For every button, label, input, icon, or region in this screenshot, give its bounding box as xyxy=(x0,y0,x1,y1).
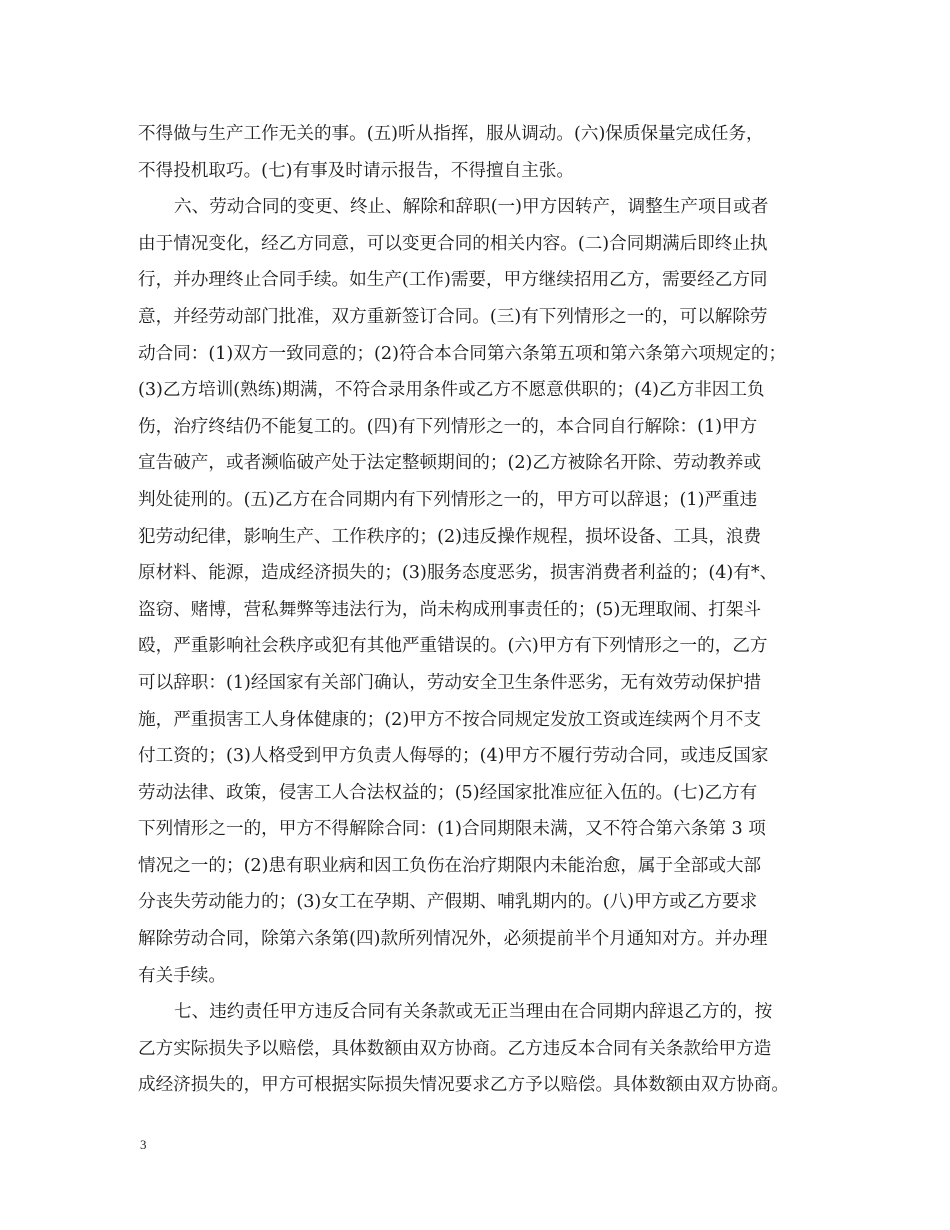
text-line: 原材料、能源，造成经济损失的；(3)服务态度恶劣，损害消费者利益的；(4)有*、 xyxy=(138,563,778,584)
text-line: 犯劳动纪律，影响生产、工作秩序的；(2)违反操作规程，损坏设备、工具，浪费 xyxy=(138,526,762,547)
text-line: 不得投机取巧。(七)有事及时请示报告，不得擅自主张。 xyxy=(138,160,574,181)
text-line: 情况之一的；(2)患有职业病和因工负伤在治疗期限内未能治愈，属于全部或大部 xyxy=(138,855,762,876)
text-line: 有关手续。 xyxy=(138,965,226,986)
text-line: 乙方实际损失予以赔偿，具体数额由双方协商。乙方违反本合同有关条款给甲方造 xyxy=(138,1038,772,1059)
text-line: 劳动法律、政策，侵害工人合法权益的；(5)经国家批准应征入伍的。(七)乙方有 xyxy=(138,782,758,803)
text-line: 施，严重损害工人身体健康的；(2)甲方不按合同规定发放工资或连续两个月不支 xyxy=(138,709,762,730)
text-line: 可以辞职：(1)经国家有关部门确认，劳动安全卫生条件恶劣，无有效劳动保护措 xyxy=(138,672,762,693)
page-number: 3 xyxy=(140,1137,147,1152)
text-line: 不得做与生产工作无关的事。(五)听从指挥，服从调动。(六)保质保量完成任务， xyxy=(138,124,764,144)
text-line: 动合同：(1)双方一致同意的；(2)符合本合同第六条第五项和第六条第六项规定的； xyxy=(138,343,787,364)
text-line: 成经济损失的，甲方可根据实际损失情况要求乙方予以赔偿。具体数额由双方协商。 xyxy=(138,1075,789,1096)
text-line: 意，并经劳动部门批准，双方重新签订合同。(三)有下列情形之一的，可以解除劳 xyxy=(138,306,768,327)
text-line: 由于情况变化，经乙方同意，可以变更合同的相关内容。(二)合同期满后即终止执 xyxy=(138,233,768,254)
text-line: 解除劳动合同，除第六条第(四)款所列情况外，必须提前半个月通知对方。并办理 xyxy=(138,929,768,950)
section-seven-heading-line: 七、违约责任甲方违反合同有关条款或无正当理由在合同期内辞退乙方的，按 xyxy=(174,1002,773,1023)
text-line: 伤，治疗终结仍不能复工的。(四)有下列情形之一的，本合同自行解除：(1)甲方 xyxy=(138,416,758,437)
document-body xyxy=(138,116,828,1104)
section-six-heading-line: 六、劳动合同的变更、终止、解除和辞职(一)甲方因转产，调整生产项目或者 xyxy=(174,197,769,218)
text-line: 盗窃、赌博，营私舞弊等违法行为，尚未构成刑事责任的；(5)无理取闹、打架斗 xyxy=(138,599,762,620)
text-line: 判处徒刑的。(五)乙方在合同期内有下列情形之一的，甲方可以辞退；(1)严重违 xyxy=(138,489,758,510)
text-line: 宣告破产，或者濒临破产处于法定整顿期间的；(2)乙方被除名开除、劳动教养或 xyxy=(138,453,762,474)
text-line: 下列情形之一的，甲方不得解除合同：(1)合同期限未满，又不符合第六条第 3 项 xyxy=(138,819,766,840)
text-line: 付工资的；(3)人格受到甲方负责人侮辱的；(4)甲方不履行劳动合同，或违反国家 xyxy=(138,746,769,767)
text-line: 分丧失劳动能力的；(3)女工在孕期、产假期、哺乳期内的。(八)甲方或乙方要求 xyxy=(138,892,758,913)
text-line: (3)乙方培训(熟练)期满，不符合录用条件或乙方不愿意供职的；(4)乙方非因工负 xyxy=(138,380,765,401)
text-line: 行，并办理终止合同手续。如生产(工作)需要，甲方继续招用乙方，需要经乙方同 xyxy=(138,270,768,291)
text-line: 殴，严重影响社会秩序或犯有其他严重错误的。(六)甲方有下列情形之一的，乙方 xyxy=(138,636,768,657)
